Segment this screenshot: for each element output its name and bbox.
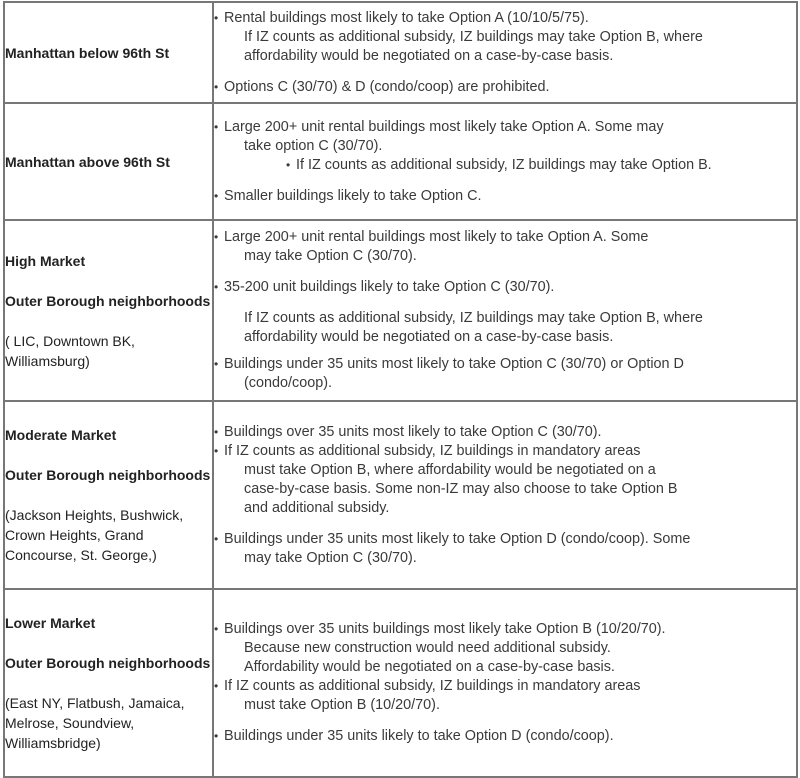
region-name: Manhattan above 96th St: [5, 153, 170, 170]
detail-cell: [213, 220, 797, 401]
region-neighborhoods: (East NY, Flatbush, Jamaica, Melrose, Soundview, Williamsbridge): [5, 695, 185, 751]
region-neighborhoods: ( LIC, Downtown BK, Williamsburg): [5, 332, 135, 369]
bullet-text: Smaller buildings likely to take Option C.: [224, 187, 482, 204]
bullet-item: [214, 228, 796, 266]
region-subtitle: Outer Borough neighborhoods: [5, 467, 211, 483]
region-neighborhoods: (Jackson Heights, Bushwick, Crown Heights, Grand Concourse, St. George,): [5, 507, 184, 563]
table-row: [4, 2, 797, 103]
region-cell: [4, 220, 213, 401]
region-cell: [4, 589, 213, 777]
continuation-line: must take Option B (10/20/70).: [244, 697, 440, 713]
bullet-item: [214, 78, 796, 97]
bullet-item: [214, 187, 796, 206]
bullet-item: [214, 727, 796, 746]
continuation-line: take option C (30/70).: [244, 137, 383, 154]
bullet-item: [214, 677, 796, 715]
detail-cell: [213, 589, 797, 777]
continuation-line: may take Option C (30/70).: [244, 248, 417, 264]
bullet-item: [214, 530, 796, 568]
paragraph-line: If IZ counts as additional subsidy, IZ buildings may take Option B, where: [244, 310, 703, 326]
bullet-text: If IZ counts as additional subsidy, IZ buildings in mandatory areas: [224, 442, 641, 459]
region-name: Moderate Market: [5, 427, 117, 443]
table-row: [4, 401, 797, 589]
bullet-text: Buildings over 35 units most likely to take Option C (30/70).: [224, 423, 602, 440]
bullet-item: [214, 423, 796, 442]
bullet-item: [214, 442, 796, 518]
bullet-item: [214, 9, 796, 66]
table-row: [4, 220, 797, 401]
continuation-line: may take Option C (30/70).: [244, 549, 417, 566]
bullet-text: 35-200 unit buildings likely to take Option C (30/70).: [224, 279, 555, 295]
bullet-text: Buildings over 35 units buildings most likely take Option B (10/20/70).: [224, 621, 666, 637]
region-name: Lower Market: [5, 615, 96, 631]
bullet-text: Large 200+ unit rental buildings most likely to take Option A. Some: [224, 229, 649, 245]
continuation-line: Because new construction would need additional subsidy.: [244, 640, 611, 656]
region-name: Manhattan below 96th St: [5, 44, 170, 61]
bullet-text: Buildings under 35 units likely to take Option D (condo/coop).: [224, 728, 614, 744]
continuation-line: (condo/coop).: [244, 375, 332, 391]
continuation-line: case-by-case basis. Some non-IZ may also choose to take Option B: [244, 480, 678, 497]
detail-cell: [213, 401, 797, 589]
region-cell: [4, 2, 213, 103]
bullet-text: Rental buildings most likely to take Option A (10/10/5/75).: [224, 9, 589, 26]
continuation-line: If IZ counts as additional subsidy, IZ buildings may take Option B, where: [244, 28, 703, 45]
table-row: [4, 103, 797, 220]
detail-cell: [213, 103, 797, 220]
bullet-text: Buildings under 35 units most likely to take Option D (condo/coop). Some: [224, 530, 691, 547]
continuation-line: affordability would be negotiated on a case-by-case basis.: [244, 47, 614, 64]
bullet-text: Buildings under 35 units most likely to take Option C (30/70) or Option D: [224, 356, 684, 372]
bullet-text: If IZ counts as additional subsidy, IZ buildings in mandatory areas: [224, 678, 641, 694]
region-subtitle: Outer Borough neighborhoods: [5, 292, 211, 309]
market-options-table: [3, 1, 798, 778]
continuation-line: Affordability would be negotiated on a case-by-case basis.: [244, 659, 615, 675]
region-subtitle: Outer Borough neighborhoods: [5, 655, 211, 671]
bullet-text: Large 200+ unit rental buildings most likely take Option A. Some may: [224, 118, 664, 135]
bullet-item: [214, 355, 796, 393]
bullet-item: [214, 278, 796, 297]
region-cell: [4, 401, 213, 589]
paragraph-line: affordability would be negotiated on a case-by-case basis.: [244, 329, 614, 345]
sub-bullet-text: If IZ counts as additional subsidy, IZ buildings may take Option B.: [296, 156, 712, 173]
detail-cell: [213, 2, 797, 103]
region-cell: [4, 103, 213, 220]
bullet-item: [214, 118, 796, 156]
bullet-text: Options C (30/70) & D (condo/coop) are prohibited.: [224, 78, 550, 95]
sub-bullet-item: [214, 156, 796, 175]
region-name: High Market: [5, 252, 86, 269]
continuation-line: and additional subsidy.: [244, 499, 390, 516]
bullet-item: [214, 620, 796, 677]
table-row: [4, 589, 797, 777]
continuation-line: must take Option B, where affordability would be negotiated on a: [244, 461, 656, 478]
